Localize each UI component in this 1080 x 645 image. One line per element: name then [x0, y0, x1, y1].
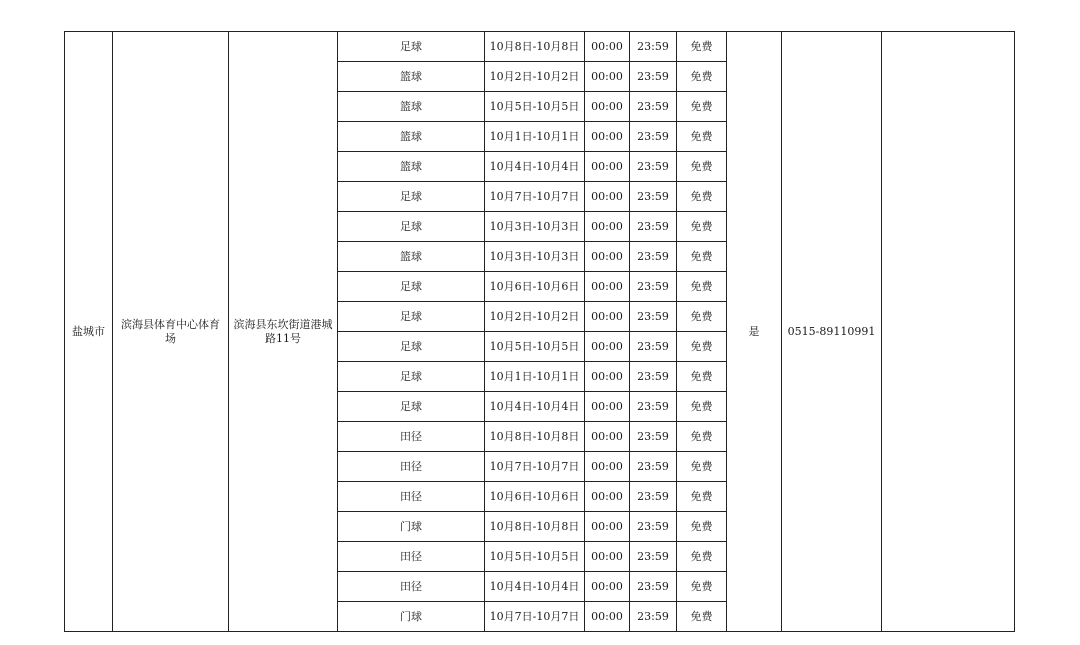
city-cell: 盐城市	[65, 32, 113, 632]
fee-cell: 免费	[677, 62, 727, 92]
sport-cell: 田径	[338, 422, 485, 452]
sport-cell: 足球	[338, 362, 485, 392]
sport-cell: 篮球	[338, 122, 485, 152]
end-time-cell: 23:59	[630, 392, 677, 422]
end-time-cell: 23:59	[630, 332, 677, 362]
sport-cell: 门球	[338, 512, 485, 542]
fee-cell: 免费	[677, 152, 727, 182]
end-time-cell: 23:59	[630, 152, 677, 182]
phone-cell: 0515-89110991	[782, 32, 882, 632]
end-time-cell: 23:59	[630, 512, 677, 542]
end-time-cell: 23:59	[630, 242, 677, 272]
fee-cell: 免费	[677, 362, 727, 392]
date-range-cell: 10月2日-10月2日	[485, 62, 585, 92]
sport-cell: 篮球	[338, 62, 485, 92]
fee-cell: 免费	[677, 182, 727, 212]
fee-cell: 免费	[677, 32, 727, 62]
start-time-cell: 00:00	[585, 542, 630, 572]
date-range-cell: 10月1日-10月1日	[485, 362, 585, 392]
date-range-cell: 10月4日-10月4日	[485, 392, 585, 422]
date-range-cell: 10月2日-10月2日	[485, 302, 585, 332]
fee-cell: 免费	[677, 302, 727, 332]
start-time-cell: 00:00	[585, 392, 630, 422]
date-range-cell: 10月4日-10月4日	[485, 152, 585, 182]
date-range-cell: 10月8日-10月8日	[485, 512, 585, 542]
date-range-cell: 10月6日-10月6日	[485, 482, 585, 512]
remark-cell	[882, 32, 1015, 632]
start-time-cell: 00:00	[585, 32, 630, 62]
date-range-cell: 10月7日-10月7日	[485, 602, 585, 632]
start-time-cell: 00:00	[585, 272, 630, 302]
end-time-cell: 23:59	[630, 92, 677, 122]
sport-cell: 足球	[338, 392, 485, 422]
fee-cell: 免费	[677, 122, 727, 152]
schedule-body	[65, 32, 1015, 632]
sport-cell: 足球	[338, 212, 485, 242]
address-cell: 滨海县东坎街道港城路11号	[229, 32, 338, 632]
fee-cell: 免费	[677, 92, 727, 122]
fee-cell: 免费	[677, 332, 727, 362]
sport-cell: 足球	[338, 302, 485, 332]
sport-cell: 田径	[338, 482, 485, 512]
end-time-cell: 23:59	[630, 182, 677, 212]
end-time-cell: 23:59	[630, 482, 677, 512]
date-range-cell: 10月1日-10月1日	[485, 122, 585, 152]
start-time-cell: 00:00	[585, 482, 630, 512]
fee-cell: 免费	[677, 482, 727, 512]
date-range-cell: 10月7日-10月7日	[485, 452, 585, 482]
start-time-cell: 00:00	[585, 212, 630, 242]
sport-cell: 篮球	[338, 242, 485, 272]
date-range-cell: 10月8日-10月8日	[485, 422, 585, 452]
sport-cell: 足球	[338, 272, 485, 302]
start-time-cell: 00:00	[585, 182, 630, 212]
fee-cell: 免费	[677, 272, 727, 302]
sport-cell: 田径	[338, 572, 485, 602]
start-time-cell: 00:00	[585, 422, 630, 452]
venue-cell: 滨海县体育中心体育场	[113, 32, 229, 632]
end-time-cell: 23:59	[630, 422, 677, 452]
end-time-cell: 23:59	[630, 272, 677, 302]
date-range-cell: 10月7日-10月7日	[485, 182, 585, 212]
start-time-cell: 00:00	[585, 62, 630, 92]
start-time-cell: 00:00	[585, 122, 630, 152]
end-time-cell: 23:59	[630, 302, 677, 332]
fee-cell: 免费	[677, 512, 727, 542]
sport-cell: 篮球	[338, 92, 485, 122]
open-flag-cell: 是	[727, 32, 782, 632]
sport-cell: 田径	[338, 542, 485, 572]
sport-cell: 门球	[338, 602, 485, 632]
start-time-cell: 00:00	[585, 152, 630, 182]
date-range-cell: 10月4日-10月4日	[485, 572, 585, 602]
start-time-cell: 00:00	[585, 302, 630, 332]
fee-cell: 免费	[677, 602, 727, 632]
date-range-cell: 10月3日-10月3日	[485, 242, 585, 272]
date-range-cell: 10月5日-10月5日	[485, 92, 585, 122]
fee-cell: 免费	[677, 542, 727, 572]
sport-cell: 足球	[338, 32, 485, 62]
fee-cell: 免费	[677, 452, 727, 482]
fee-cell: 免费	[677, 392, 727, 422]
sport-cell: 篮球	[338, 152, 485, 182]
sport-cell: 田径	[338, 452, 485, 482]
start-time-cell: 00:00	[585, 572, 630, 602]
fee-cell: 免费	[677, 572, 727, 602]
sport-cell: 足球	[338, 332, 485, 362]
sport-cell: 足球	[338, 182, 485, 212]
schedule-table	[64, 31, 1015, 632]
date-range-cell: 10月5日-10月5日	[485, 332, 585, 362]
end-time-cell: 23:59	[630, 362, 677, 392]
date-range-cell: 10月3日-10月3日	[485, 212, 585, 242]
date-range-cell: 10月8日-10月8日	[485, 32, 585, 62]
end-time-cell: 23:59	[630, 542, 677, 572]
start-time-cell: 00:00	[585, 332, 630, 362]
end-time-cell: 23:59	[630, 122, 677, 152]
start-time-cell: 00:00	[585, 602, 630, 632]
end-time-cell: 23:59	[630, 602, 677, 632]
end-time-cell: 23:59	[630, 572, 677, 602]
fee-cell: 免费	[677, 242, 727, 272]
start-time-cell: 00:00	[585, 452, 630, 482]
fee-cell: 免费	[677, 212, 727, 242]
table-row	[65, 32, 1015, 62]
date-range-cell: 10月6日-10月6日	[485, 272, 585, 302]
start-time-cell: 00:00	[585, 92, 630, 122]
start-time-cell: 00:00	[585, 242, 630, 272]
start-time-cell: 00:00	[585, 362, 630, 392]
end-time-cell: 23:59	[630, 212, 677, 242]
end-time-cell: 23:59	[630, 452, 677, 482]
start-time-cell: 00:00	[585, 512, 630, 542]
fee-cell: 免费	[677, 422, 727, 452]
end-time-cell: 23:59	[630, 32, 677, 62]
date-range-cell: 10月5日-10月5日	[485, 542, 585, 572]
end-time-cell: 23:59	[630, 62, 677, 92]
